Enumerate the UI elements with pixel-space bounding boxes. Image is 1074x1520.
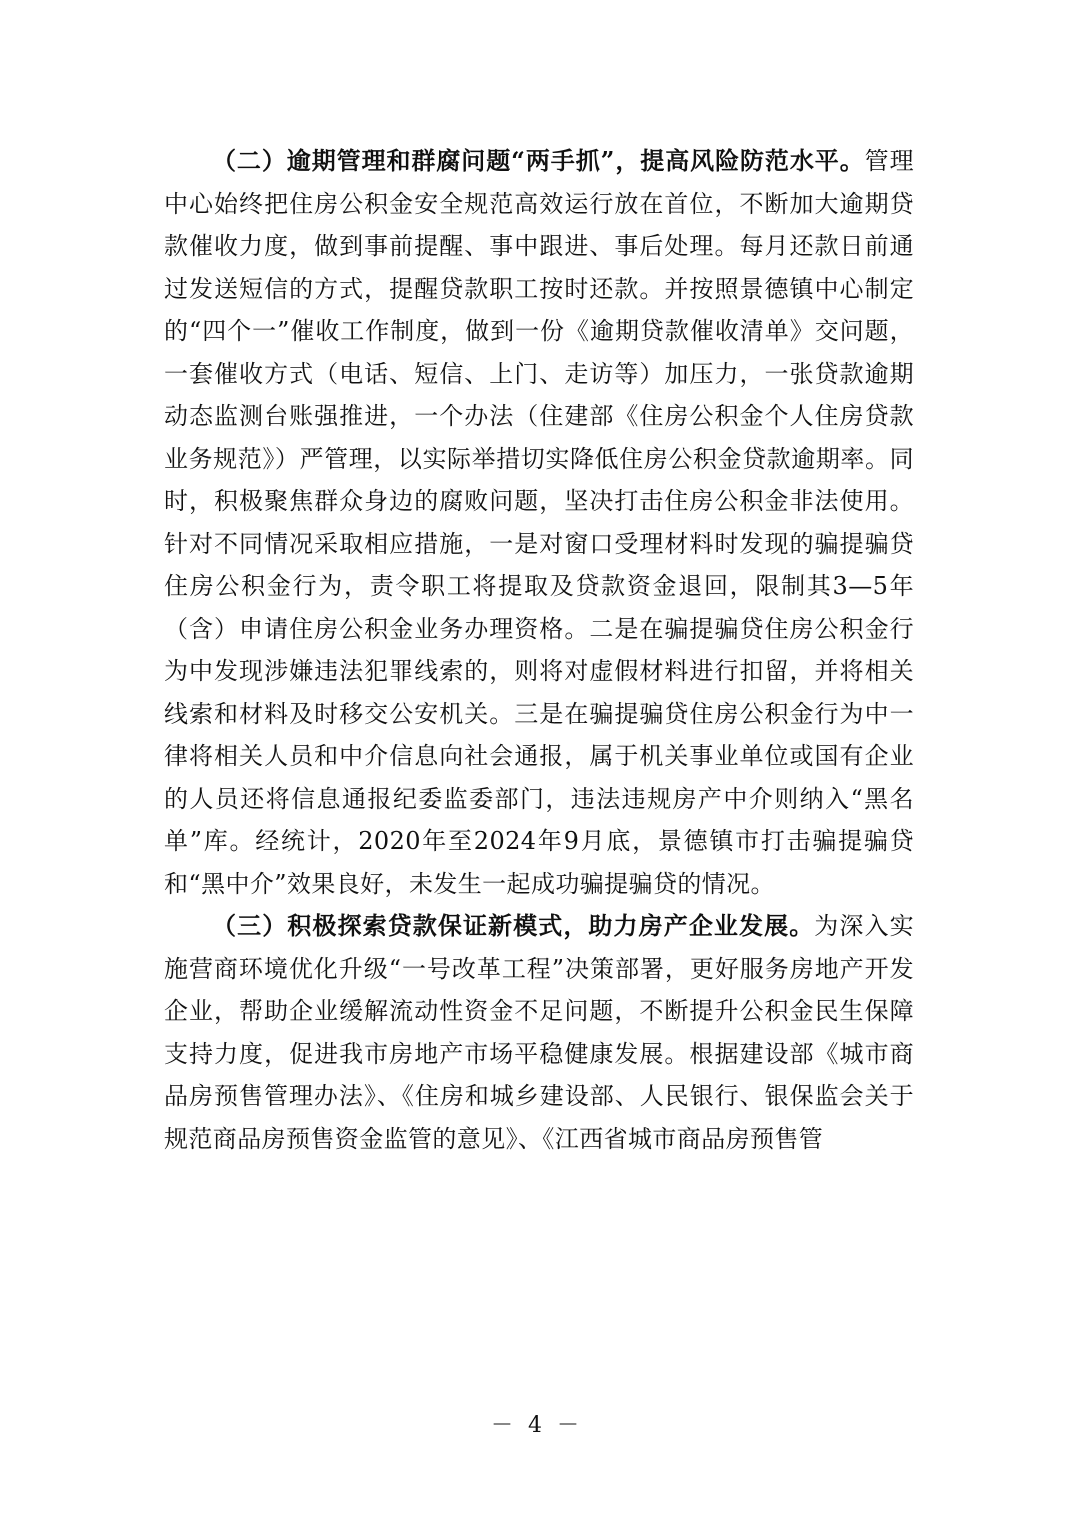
paragraph-text: 为深入实施营商环境优化升级“一号改革工程”决策部署，更好服务房地产开发企业，帮助企业缓解流动性资金不足问题，不断提升公积金民生保障支持力度，促进我市房地产市场平稳健康发展。根据建设部《城市商品房预售管理办法》、《住房和城乡建设部、人民银行、银保监会关于规范商品房预售资金监管的意见》、《江西省城市商品房预售管 <box>164 912 914 1153</box>
paragraph-loan-guarantee <box>164 905 914 1160</box>
paragraph-heading: （三）积极探索贷款保证新模式，助力房产企业发展。 <box>212 911 815 940</box>
paragraph-text: 管理中心始终把住房公积金安全规范高效运行放在首位，不断加大逾期贷款催收力度，做到事前提醒、事中跟进、事后处理。每月还款日前通过发送短信的方式，提醒贷款职工按时还款。并按照景德镇中心制定的“四个一”催收工作制度，做到一份《逾期贷款催收清单》交问题，一套催收方式（电话、短信、上门、走访等）加压力，一张贷款逾期动态监测台账强推进，一个办法（住建部《住房公积金个人住房贷款业务规范》）严管理，以实际举措切实降低住房公积金贷款逾期率。同时，积极聚焦群众身边的腐败问题，坚决打击住房公积金非法使用。针对不同情况采取相应措施，一是对窗口受理材料时发现的骗提骗贷住房公积金行为，责令职工将提取及贷款资金退回，限制其3—5年（含）申请住房公积金业务办理资格。二是在骗提骗贷住房公积金行为中发现涉嫌违法犯罪线索的，则将对虚假材料进行扣留，并将相关线索和材料及时移交公安机关。三是在骗提骗贷住房公积金行为中一律将相关人员和中介信息向社会通报，属于机关事业单位或国有企业的人员还将信息通报纪委监委部门，违法违规房产中介则纳入“黑名单”库。经统计，2020年至2024年9月底，景德镇市打击骗提骗贷和“黑中介”效果良好，未发生一起成功骗提骗贷的情况。 <box>164 147 914 898</box>
paragraph-heading: （二）逾期管理和群腐问题“两手抓”，提高风险防范水平。 <box>212 146 865 175</box>
paragraph-overdue-management <box>164 140 914 905</box>
page-number: － 4 － <box>491 1413 583 1438</box>
document-body <box>164 140 914 1160</box>
